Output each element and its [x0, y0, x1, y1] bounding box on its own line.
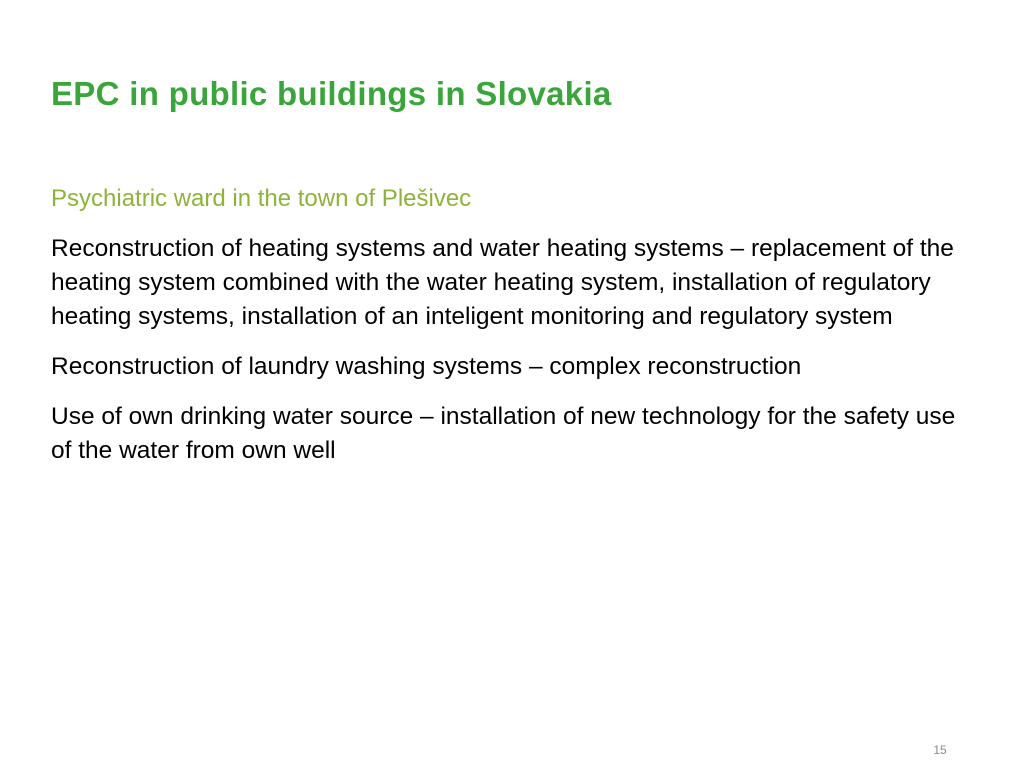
- paragraph-laundry: Reconstruction of laundry washing systems – complex reconstruction: [51, 353, 802, 380]
- page-number: 15: [933, 743, 947, 757]
- paragraph-heating: Reconstruction of heating systems and water heating systems – replacement of the heating system combined with the water heating system, installation of regulatory heating systems, installation of an inteligent monitoring and regulatory system: [51, 235, 954, 330]
- slide-subtitle: Psychiatric ward in the town of Plešivec: [51, 185, 472, 212]
- slide-title: EPC in public buildings in Slovakia: [51, 75, 612, 112]
- paragraph-water-source: Use of own drinking water source – installation of new technology for the safety use of the water from own well: [51, 403, 956, 464]
- slide-content: [51, 182, 981, 484]
